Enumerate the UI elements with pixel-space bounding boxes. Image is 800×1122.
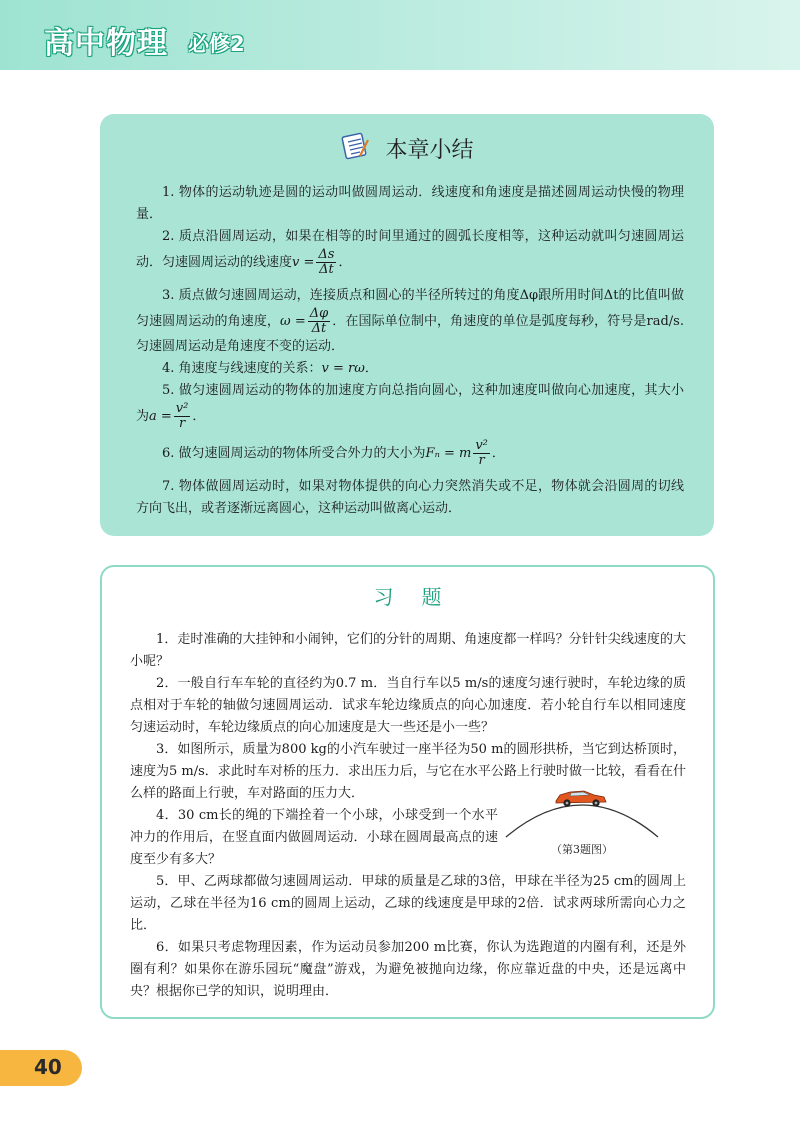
summary-point-3 bbox=[136, 285, 684, 358]
fraction-numerator: Δφ bbox=[309, 306, 329, 321]
page-number: 40 bbox=[34, 1055, 62, 1079]
book-subtitle: 必修2 bbox=[188, 32, 245, 56]
summary-point-5: 5. 做匀速圆周运动的物体的加速度方向总指向圆心，这种加速度叫做向心加速度，其大小为a = $\frac{\text{v²}}{r}$ ． bbox=[136, 383, 684, 431]
summary-point-4: 4. 角速度与线速度的关系：v = rω． bbox=[162, 361, 378, 376]
fraction bbox=[316, 248, 336, 277]
summary-point-3-text: 3. 质点做匀速圆周运动，连接质点和圆心的半径所转过的角度Δφ跟所用时间Δt的比值叫做匀速圆周运动的角速度， bbox=[136, 288, 684, 329]
formula-lhs: ω = bbox=[280, 314, 306, 329]
page-header bbox=[0, 0, 800, 70]
summary-point-2-text: 2. 质点沿圆周运动，如果在相等的时间里通过的圆弧长度相等，这种运动就叫匀速圆周运动．匀速圆周运动的线速度 bbox=[136, 229, 684, 270]
summary-point-6: 6. 做匀速圆周运动的物体所受合外力的大小为Fₙ = m $\frac{\text{v²}}{r}$ ． bbox=[162, 438, 505, 468]
summary-body bbox=[136, 182, 684, 520]
summary-point-6-text: 6. 做匀速圆周运动的物体所受合外力的大小为 bbox=[162, 446, 426, 461]
exercise-6: 6．如果只考虑物理因素，作为运动员参加200 m比赛，你认为选跑道的内圈有利，还是外圈有利？如果你在游乐园玩“魔盘”游戏，为避免被抛向边缘，你应靠近盘的中央，还是远离中央？根据你已学的知识，说明理由． bbox=[130, 940, 686, 999]
formula-lhs: v = bbox=[292, 255, 315, 270]
bridge-car-figure bbox=[502, 775, 662, 865]
page-number-tab bbox=[0, 1050, 82, 1086]
fraction bbox=[308, 307, 331, 336]
exercise-2: 2．一般自行车车轮的直径约为0.7 m．当自行车以5 m/s的速度匀速行驶时，车轮边缘的质点相对于车轮的轴做匀速圆周运动．试求车轮边缘质点的向心加速度．若小轮自行车以相同速度匀速运动时，车轮边缘质点的向心加速度是大一些还是小一些？ bbox=[130, 676, 686, 735]
summary-title: 本章小结 bbox=[385, 137, 474, 163]
formula-lhs: Fₙ = m bbox=[425, 446, 472, 461]
summary-point-4-text: 4. 角速度与线速度的关系： bbox=[162, 361, 322, 376]
fraction-denominator: r bbox=[478, 453, 485, 468]
fraction-numerator: v² bbox=[175, 401, 189, 416]
exercise-5: 5．甲、乙两球都做匀速圆周运动．甲球的质量是乙球的3倍，甲球在半径为25 cm的圆周上运动，乙球在半径为16 cm的圆周上运动，乙球的线速度是甲球的2倍．试求两球所需向心力之比． bbox=[130, 874, 686, 933]
fraction-numerator: v² bbox=[475, 438, 488, 453]
book-title: 高中物理 bbox=[44, 26, 168, 61]
summary-point-1: 1. 物体的运动轨迹是圆的运动叫做圆周运动．线速度和角速度是描述圆周运动快慢的物理量． bbox=[136, 185, 684, 222]
fraction bbox=[473, 439, 490, 468]
exercises-title: 习题 bbox=[373, 585, 470, 609]
exercise-1: 1．走时准确的大挂钟和小闹钟，它们的分针的周期、角速度都一样吗？分针针尖线速度的大小呢？ bbox=[130, 632, 686, 669]
summary-point-3-text-b: ．在国际单位制中，角速度的单位是弧度每秒，符号是rad/s. 匀速圆周运动是角速度不变的运动． bbox=[136, 314, 684, 354]
notepad-icon bbox=[340, 132, 370, 164]
car-icon bbox=[556, 791, 606, 807]
exercises-box bbox=[100, 565, 715, 1019]
formula-lhs: a = bbox=[149, 409, 172, 424]
summary-point-2: 2. 质点沿圆周运动，如果在相等的时间里通过的圆弧长度相等，这种运动就叫匀速圆周运动．匀速圆周运动的线速度v = $\frac{\Delta s}{\Delta t}$ ． bbox=[136, 229, 684, 277]
summary-point-5-text: 5. 做匀速圆周运动的物体的加速度方向总指向圆心，这种加速度叫做向心加速度，其大小为 bbox=[136, 383, 684, 424]
exercise-3: 3．如图所示，质量为800 kg的小汽车驶过一座半径为50 m的圆形拱桥，当它到达桥顶时，速度为5 m/s．求此时车对桥的压力．求出压力后，与它在水平公路上行驶时做一比较，看看在什么样的路面上行驶，车对路面的压力大． bbox=[130, 742, 686, 801]
fraction bbox=[174, 402, 191, 431]
formula: v = rω bbox=[321, 361, 365, 376]
fraction-denominator: r bbox=[178, 416, 186, 431]
fraction-denominator: Δt bbox=[319, 262, 334, 277]
summary-heading bbox=[100, 132, 714, 164]
summary-point-7: 7. 物体做圆周运动时，如果对物体提供的向心力突然消失或不足，物体就会沿圆周的切线方向飞出，或者逐渐远离圆心，这种运动叫做离心运动． bbox=[136, 479, 684, 516]
fraction-numerator: Δs bbox=[318, 247, 335, 262]
chapter-summary-box bbox=[100, 114, 714, 536]
figure-caption: （第3题图） bbox=[551, 843, 613, 856]
exercise-4: 4．30 cm长的绳的下端拴着一个小球，小球受到一个水平冲力的作用后，在竖直面内做圆周运动．小球在圆周最高点的速度至少有多大？ bbox=[130, 808, 498, 867]
fraction-denominator: Δt bbox=[311, 321, 327, 336]
arch-bridge-illustration bbox=[502, 775, 662, 839]
